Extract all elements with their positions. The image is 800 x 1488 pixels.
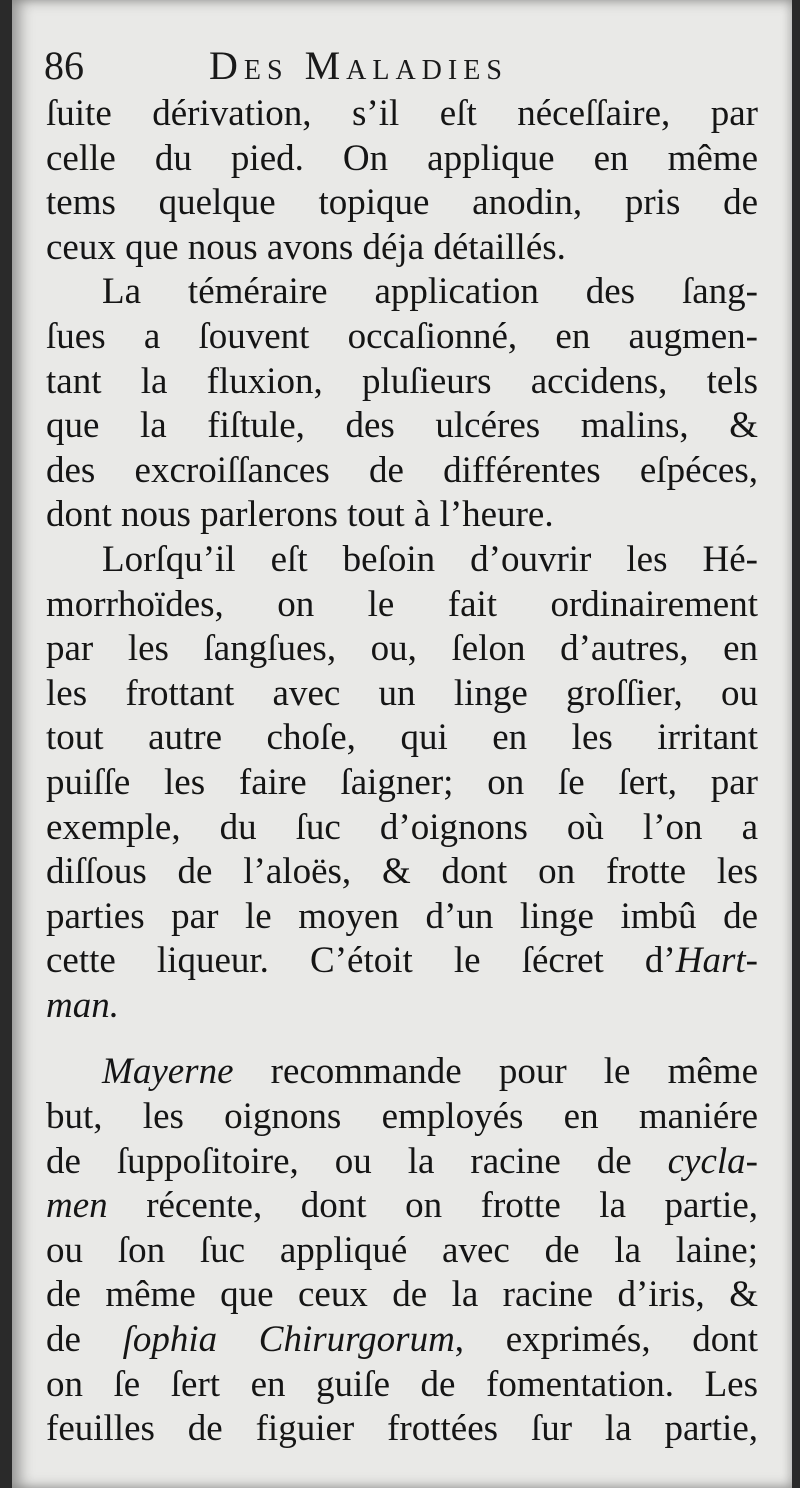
text-line: puiſſe les faire ſaigner; on ſe ſert, par bbox=[46, 761, 758, 803]
text-line: tout autre choſe, qui en les irritant bbox=[46, 717, 758, 759]
text-line: par les ſangſues, ou, ſelon d’autres, en bbox=[46, 628, 758, 670]
text-run: , exprimés, dont bbox=[454, 1319, 758, 1361]
text-line: tems quelque topique anodin, pris de bbox=[46, 182, 758, 224]
paragraph-start-line bbox=[46, 1050, 758, 1095]
text-run: de bbox=[46, 1319, 123, 1361]
text-line: les frottant avec un linge groſſier, ou bbox=[46, 672, 758, 714]
text-line: but, les oignons employés en maniére bbox=[46, 1096, 758, 1138]
text-line: dont nous parlerons tout à l’heure. bbox=[46, 494, 554, 536]
italic-name: man. bbox=[46, 984, 119, 1026]
text-run: récente, dont on frotte la partie, bbox=[107, 1185, 758, 1227]
italic-term: cycla- bbox=[667, 1140, 758, 1182]
text-line: tant la fluxion, pluſieurs accidens, tels bbox=[46, 360, 758, 402]
text-line: que la fiſtule, des ulcéres malins, & bbox=[46, 405, 758, 447]
text-line: celle du pied. On applique en même bbox=[46, 137, 758, 179]
body-text bbox=[46, 92, 758, 1452]
italic-name: Mayerne bbox=[102, 1051, 234, 1093]
text-run: cette liqueur. C’étoit le ſécret d’ bbox=[46, 940, 676, 982]
italic-name: Hart- bbox=[675, 940, 758, 982]
paragraph-start-line: La téméraire application des ſang- bbox=[102, 271, 758, 313]
text-run: recommande pour le même bbox=[233, 1051, 758, 1093]
text-line: feuilles de figuier frottées ſur la partie, bbox=[46, 1408, 758, 1450]
text-line: parties par le moyen d’un linge imbû de bbox=[46, 895, 758, 937]
running-title: Des Maladies bbox=[209, 43, 508, 88]
text-line: morrhoïdes, on le fait ordinairement bbox=[46, 583, 758, 625]
page-number: 86 bbox=[44, 43, 84, 88]
text-line: de même que ceux de la racine d’iris, & bbox=[46, 1274, 758, 1316]
text-line: ceux que nous avons déja détaillés. bbox=[46, 226, 566, 268]
italic-term: ſophia Chirurgorum bbox=[122, 1319, 455, 1361]
text-run: de ſuppoſitoire, ou la racine de bbox=[46, 1140, 668, 1182]
text-line bbox=[46, 1184, 758, 1229]
text-line: ſuite dérivation, s’il eſt néceſſaire, par bbox=[46, 93, 758, 134]
text-line bbox=[46, 1140, 758, 1185]
book-page bbox=[12, 0, 792, 1488]
text-line bbox=[46, 1318, 758, 1363]
italic-term: men bbox=[46, 1185, 108, 1227]
paragraph-start-line: Lorſqu’il eſt beſoin d’ouvrir les Hé- bbox=[102, 538, 758, 580]
text-line: diſſous de l’aloës, & dont on frotte les bbox=[46, 851, 758, 893]
text-line bbox=[46, 939, 758, 984]
page-header bbox=[44, 38, 744, 98]
text-line: exemple, du ſuc d’oignons où l’on a bbox=[46, 806, 758, 848]
text-line: des excroiſſances de différentes eſpéces, bbox=[46, 449, 758, 491]
text-line: on ſe ſert en guiſe de fomentation. Les bbox=[46, 1363, 758, 1405]
text-line: ſues a ſouvent occaſionné, en augmen- bbox=[46, 315, 758, 357]
text-line: ou ſon ſuc appliqué avec de la laine; bbox=[46, 1229, 758, 1271]
